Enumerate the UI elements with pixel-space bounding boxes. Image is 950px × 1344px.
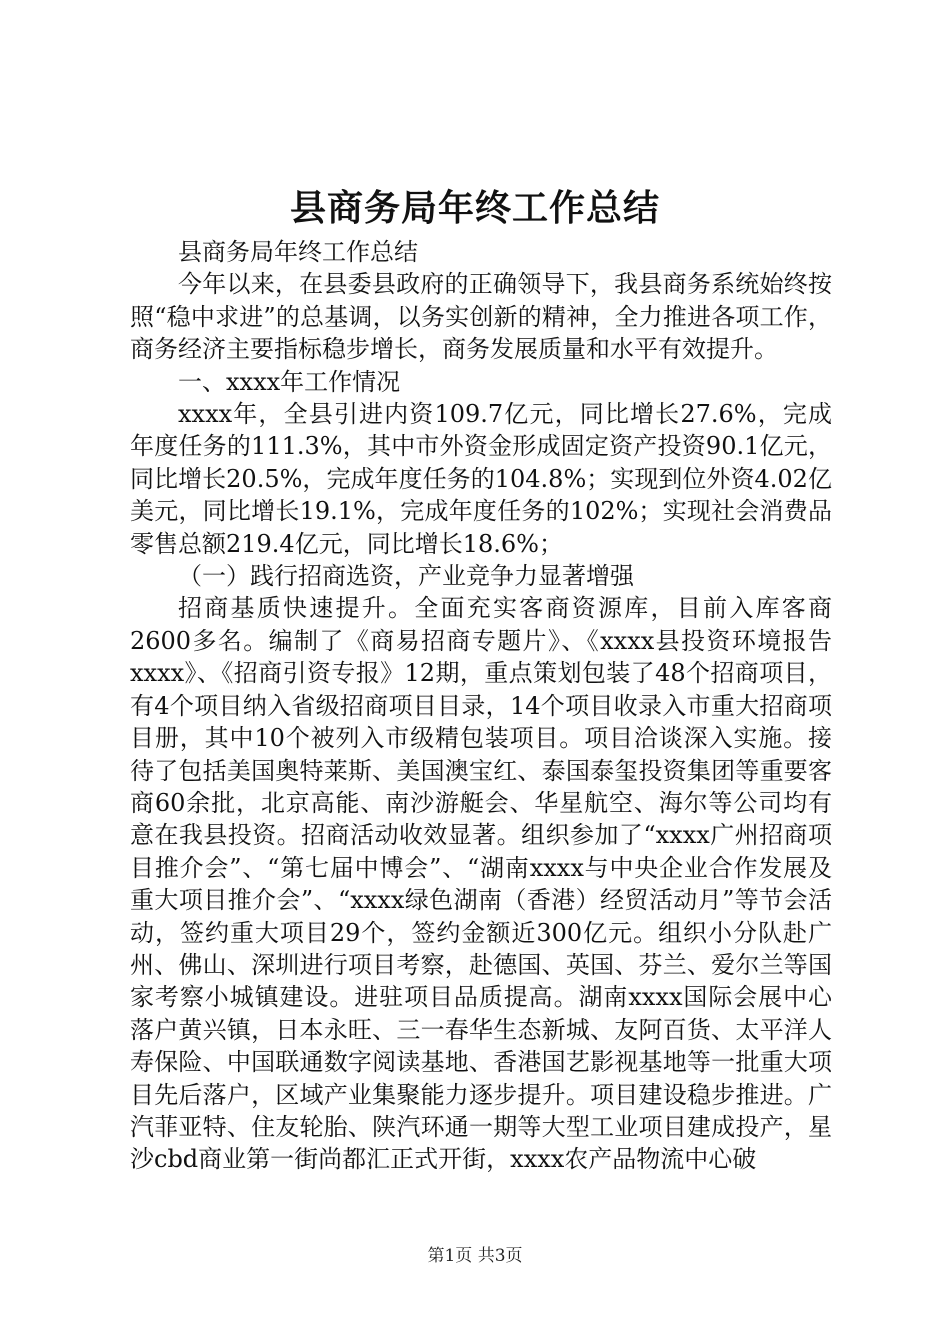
investment-paragraph: 招商基质快速提升。全面充实客商资源库，目前入库客商2600多名。编制了《商易招商专题片》、《xxxx县投资环境报告xxxx》、《招商引资专报》12期，重点策划包装了48个招商项目，有4个项目纳入省级招商项目目录，14个项目收录入市重大招商项目册，其中10个被列入市级精包装项目。项目洽谈深入实施。接待了包括美国奥特莱斯、美国澳宝红、泰国泰玺投资集团等重要客商60余批，北京高能、南沙游艇会、华星航空、海尔等公司均有意在我县投资。招商活动收效显著。组织参加了“xxxx广州招商项目推介会”、“第七届中博会”、“湖南xxxx与中央企业合作发展及重大项目推介会”、“xxxx绿色湖南（香港）经贸活动月”等节会活动，签约重大项目29个，签约金额近300亿元。组织小分队赴广州、佛山、深圳进行项目考察，赴德国、英国、芬兰、爱尔兰等国家考察小城镇建设。进驻项目品质提高。湖南xxxx国际会展中心落户黄兴镇，日本永旺、三一春华生态新城、友阿百货、太平洋人寿保险、中国联通数字阅读基地、香港国艺影视基地等一批重大项目先后落户，区域产业集聚能力逐步提升。项目建设稳步推进。广汽菲亚特、住友轮胎、陕汽环通一期等大型工业项目建成投产，星沙cbd商业第一街尚都汇正式开街，xxxx农产品物流中心破 [130, 594, 832, 1174]
document-body [130, 236, 832, 1176]
subsection-heading: （一）践行招商选资，产业竞争力显著增强 [178, 562, 634, 591]
subtitle-paragraph: 县商务局年终工作总结 [178, 238, 418, 266]
page-number-footer: 第1页 共3页 [427, 1246, 523, 1266]
intro-paragraph: 今年以来，在县委县政府的正确领导下，我县商务系统始终按照“稳中求进”的总基调，以务实创新的精神，全力推进各项工作，商务经济主要指标稳步增长，商务发展质量和水平有效提升。 [130, 270, 832, 364]
document-title: 县商务局年终工作总结 [289, 187, 660, 229]
section-heading: 一、xxxx年工作情况 [178, 367, 401, 396]
summary-paragraph: xxxx年，全县引进内资109.7亿元，同比增长27.6%，完成年度任务的111.3%，其中市外资金形成固定资产投资90.1亿元，同比增长20.5%，完成年度任务的104.8%；实现到位外资4.02亿美元，同比增长19.1%，完成年度任务的102%；实现社会消费品零售总额219.4亿元，同比增长18.6%； [130, 400, 832, 558]
